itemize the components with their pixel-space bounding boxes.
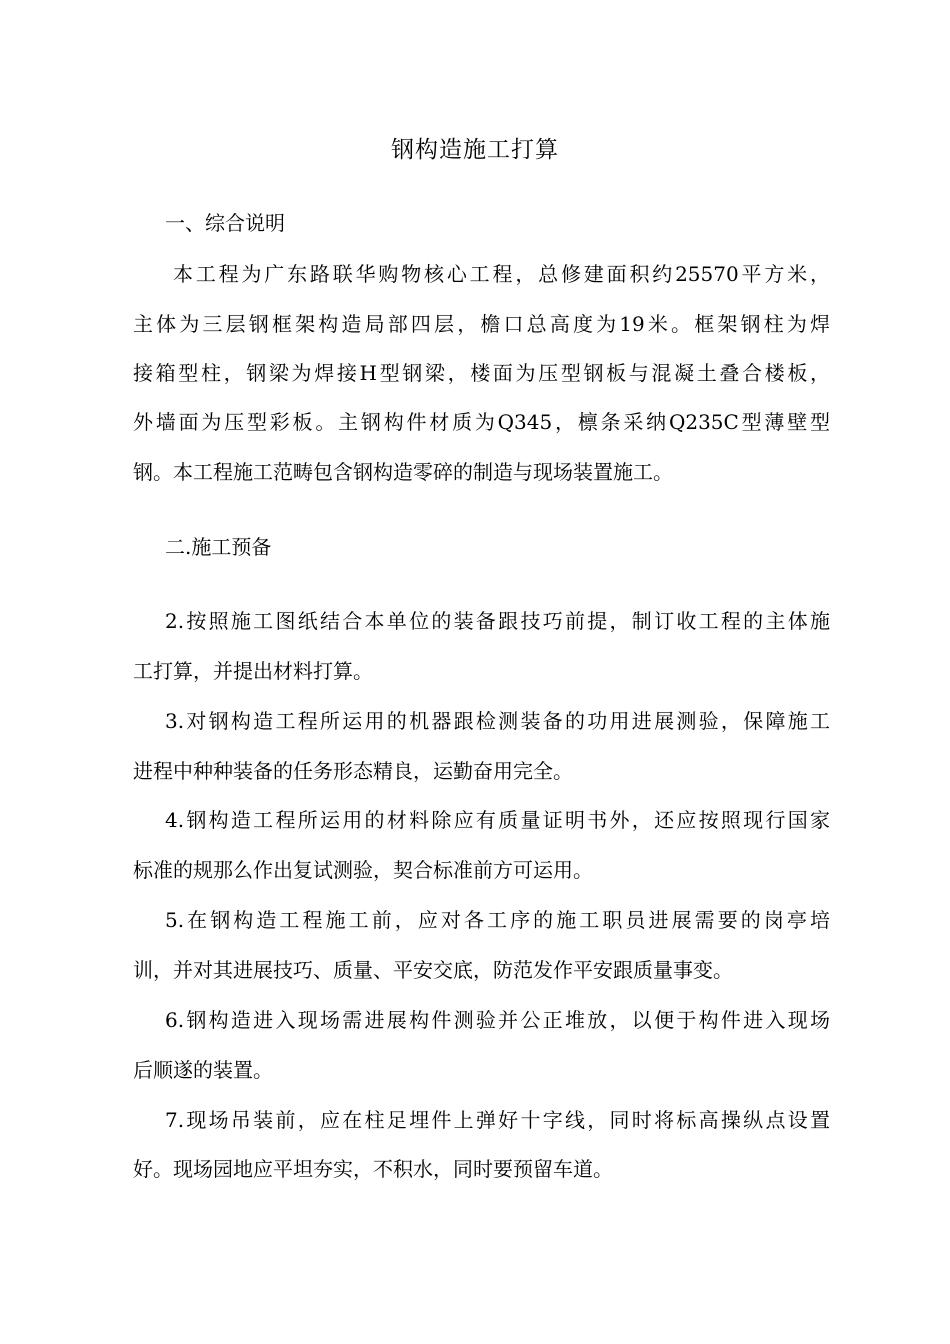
section2-heading: 二.施工预备 bbox=[165, 535, 272, 559]
list-item-first-line: 5.在钢构造工程施工前，应对各工序的施工职员进展需要的岗亭培 bbox=[165, 908, 830, 932]
list-item-first-line: 4.钢构造工程所运用的材料除应有质量证明书外，还应按照现行国家 bbox=[165, 808, 830, 832]
list-item-first-line: 3.对钢构造工程所运用的机器跟检测装备的功用进展测验，保障施工 bbox=[165, 709, 830, 733]
section1-line: 接箱型柱，钢梁为焊接H型钢梁，楼面为压型钢板与混凝土叠合楼板， bbox=[133, 361, 830, 385]
list-item-second-line: 后顺遂的装置。 bbox=[133, 1058, 273, 1082]
list-item-first-line: 2.按照施工图纸结合本单位的装备跟技巧前提，制订收工程的主体施 bbox=[165, 609, 830, 633]
section1-line: 本工程为广东路联华购物核心工程，总修建面积约25570平方米， bbox=[173, 262, 830, 286]
list-item-second-line: 进程中种种装备的任务形态精良，运勤奋用完全。 bbox=[133, 759, 573, 783]
list-item-second-line: 工打算，并提出材料打算。 bbox=[133, 659, 373, 683]
list-item-second-line: 好。现场园地应平坦夯实，不积水，同时要预留车道。 bbox=[133, 1157, 613, 1181]
section1-line: 外墙面为压型彩板。主钢构件材质为Q345，檩条采纳Q235C型薄壁型 bbox=[133, 410, 830, 434]
list-item-first-line: 6.钢构造进入现场需进展构件测验并公正堆放，以便于构件进入现场 bbox=[165, 1008, 830, 1032]
section1-line: 钢。本工程施工范畴包含钢构造零碎的制造与现场装置施工。 bbox=[133, 460, 673, 484]
list-item-second-line: 训，并对其进展技巧、质量、平安交底，防范发作平安跟质量事变。 bbox=[133, 958, 733, 982]
list-item-first-line: 7.现场吊装前，应在柱足埋件上弹好十字线，同时将标高操纵点设置 bbox=[165, 1108, 830, 1132]
section1-line: 主体为三层钢框架构造局部四层，檐口总高度为19米。框架钢柱为焊 bbox=[133, 312, 830, 336]
document-title: 钢构造施工打算 bbox=[391, 137, 559, 163]
list-item-second-line: 标准的规那么作出复试测验，契合标准前方可运用。 bbox=[133, 858, 593, 882]
section1-heading: 一、综合说明 bbox=[165, 211, 285, 235]
